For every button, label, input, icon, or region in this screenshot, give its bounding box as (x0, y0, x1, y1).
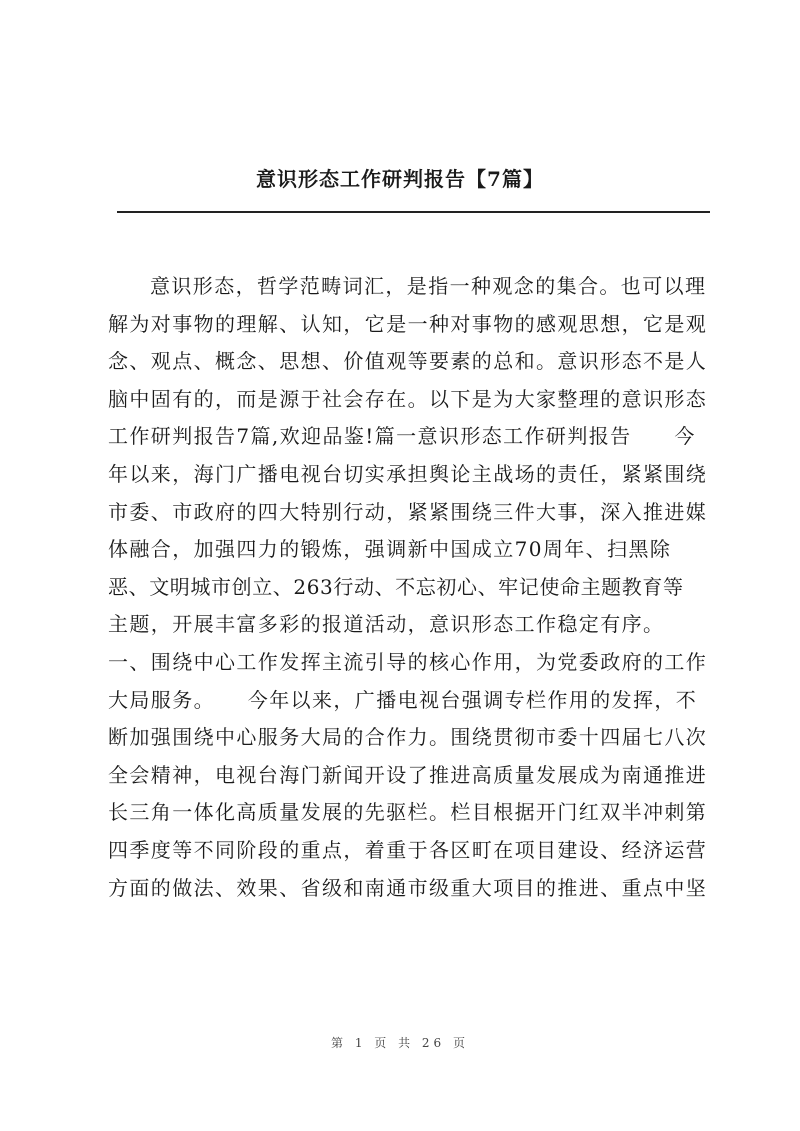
paragraph-line: 长三角一体化高质量发展的先驱栏。栏目根据开门红双半冲刺第 (108, 800, 708, 825)
paragraph-line: 四季度等不同阶段的重点，着重于各区町在项目建设、经济运营 (108, 837, 708, 862)
paragraph-line: 方面的做法、效果、省级和南通市级重大项目的推进、重点中坚 (108, 875, 708, 900)
document-body (108, 268, 708, 907)
page-number: 第 1 页 共 26 页 (331, 1036, 469, 1050)
document-title: 意识形态工作研判报告【7篇】 (256, 167, 544, 191)
paragraph-line: 断加强围绕中心服务大局的合作力。围绕贯彻市委十四届七八次 (108, 725, 708, 750)
paragraph-line: 年以来，海门广播电视台切实承担舆论主战场的责任，紧紧围绕 (108, 461, 708, 486)
paragraph-line: 解为对事物的理解、认知，它是一种对事物的感观思想，它是观 (108, 311, 708, 336)
paragraph-line: 主题，开展丰富多彩的报道活动，意识形态工作稳定有序。 (108, 612, 665, 637)
paragraph-line: 一、围绕中心工作发挥主流引导的核心作用，为党委政府的工作 (108, 649, 708, 674)
paragraph-line: 体融合，加强四力的锻炼，强调新中国成立70周年、扫黑除 (108, 537, 672, 562)
title-divider (117, 211, 710, 213)
paragraph-line: 念、观点、概念、思想、价值观等要素的总和。意识形态不是人 (108, 349, 708, 374)
paragraph-line: 全会精神，电视台海门新闻开设了推进高质量发展成为南通推进 (108, 762, 708, 787)
paragraph-line: 恶、文明城市创立、263行动、不忘初心、牢记使命主题教育等 (108, 574, 684, 599)
paragraph-line: 脑中固有的，而是源于社会存在。以下是为大家整理的意识形态 (108, 386, 708, 411)
paragraph-line: 意识形态，哲学范畴词汇，是指一种观念的集合。也可以理 (150, 274, 707, 298)
paragraph-line: 工作研判报告7篇,欢迎品鉴!篇一意识形态工作研判报告 今 (108, 424, 696, 449)
paragraph-line: 市委、市政府的四大特别行动，紧紧围绕三件大事，深入推进媒 (108, 499, 708, 524)
paragraph-line: 大局服务。 今年以来，广播电视台强调专栏作用的发挥，不 (108, 687, 698, 712)
